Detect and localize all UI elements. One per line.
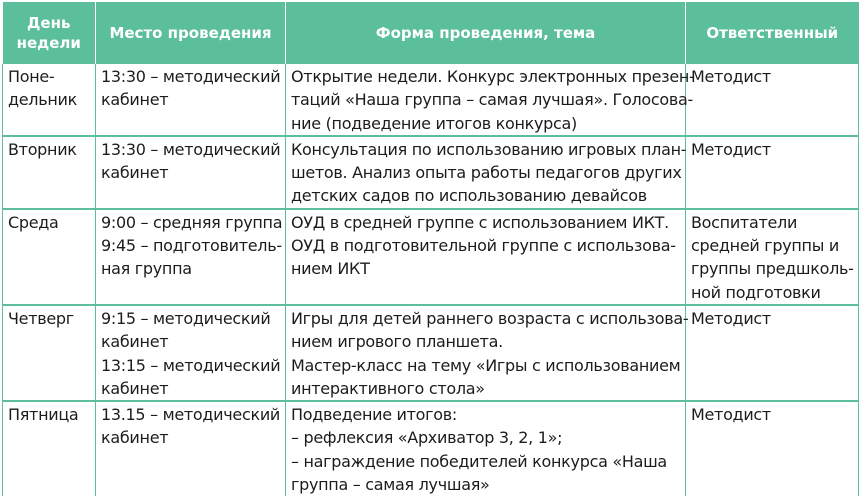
- cell-line: средней группы и: [691, 236, 839, 256]
- cell-line: кабинет: [101, 332, 169, 352]
- table-row: [3, 209, 859, 305]
- cell-line: ОУД в подготовительной группе с использова-: [291, 236, 676, 256]
- cell-line: интерактивного стола»: [291, 378, 485, 398]
- cell-line: дельник: [8, 90, 77, 110]
- cell-line: Игры для детей раннего возраста с использова-: [291, 308, 689, 328]
- cell-form: [286, 209, 686, 305]
- schedule-table: [2, 2, 859, 496]
- cell-line: 9:15 – методический: [101, 308, 271, 328]
- table-row: [3, 136, 859, 209]
- cell-line: кабинет: [101, 428, 169, 448]
- cell-line: группы предшколь-: [691, 259, 854, 279]
- cell-line: Воспитатели: [691, 212, 798, 232]
- cell-line: 13:30 – методический: [101, 139, 281, 159]
- cell-line: 13.15 – методический: [101, 405, 281, 425]
- cell-responsible: [686, 64, 859, 136]
- cell-line: 9:45 – подготовитель-: [101, 236, 282, 256]
- cell-line: Четверг: [8, 308, 74, 328]
- cell-place: [96, 305, 286, 401]
- cell-responsible: [686, 401, 859, 496]
- header-place: Место проведения: [96, 2, 286, 64]
- cell-line: ной подготовки: [691, 282, 821, 302]
- cell-line: Методист: [691, 405, 771, 425]
- cell-place: [96, 401, 286, 496]
- cell-line: шетов. Анализ опыта работы педагогов других: [291, 163, 682, 183]
- cell-day: [3, 136, 96, 209]
- cell-line: – награждение победителей конкурса «Наша: [291, 451, 667, 471]
- cell-line: 13:15 – методический: [101, 355, 281, 375]
- cell-line: ОУД в средней группе с использованием ИКТ.: [291, 212, 669, 232]
- cell-line: – рефлексия «Архиватор 3, 2, 1»;: [291, 428, 563, 448]
- cell-place: [96, 64, 286, 136]
- cell-responsible: [686, 136, 859, 209]
- cell-place: [96, 136, 286, 209]
- header-day-line: недели: [16, 34, 81, 52]
- cell-responsible: [686, 209, 859, 305]
- cell-form: [286, 305, 689, 401]
- cell-line: Методист: [691, 139, 771, 159]
- cell-line: Подведение итогов:: [291, 405, 457, 425]
- cell-line: Поне-: [8, 67, 55, 86]
- cell-day: [3, 64, 96, 136]
- table-row: [3, 305, 859, 401]
- cell-line: Консультация по использованию игровых план-: [291, 139, 687, 159]
- cell-line: Вторник: [8, 139, 77, 159]
- header-form: Форма проведения, тема: [286, 2, 686, 64]
- cell-line: Методист: [691, 67, 771, 86]
- cell-form: [286, 401, 686, 496]
- cell-line: Пятница: [8, 405, 79, 425]
- cell-line: ная группа: [101, 259, 192, 279]
- cell-line: Открытие недели. Конкурс электронных презен-: [291, 67, 695, 86]
- header-day: [3, 2, 96, 64]
- cell-responsible: [686, 305, 859, 401]
- cell-line: ние (подведение итогов конкурса): [291, 113, 577, 133]
- cell-line: Среда: [8, 212, 59, 232]
- cell-line: кабинет: [101, 378, 169, 398]
- cell-line: таций «Наша группа – самая лучшая». Голосова-: [291, 90, 694, 110]
- cell-day: [3, 305, 96, 401]
- cell-day: [3, 209, 96, 305]
- cell-form: [286, 64, 695, 136]
- cell-line: детских садов по использованию девайсов: [291, 186, 647, 206]
- table-header-row: [3, 2, 859, 64]
- cell-form: [286, 136, 686, 209]
- cell-place: [96, 209, 286, 305]
- cell-line: Мастер-класс на тему «Игры с использованием: [291, 355, 681, 375]
- header-day-line: День: [27, 14, 71, 32]
- cell-day: [3, 401, 96, 496]
- cell-line: нием игрового планшета.: [291, 332, 503, 352]
- cell-line: Методист: [691, 308, 771, 328]
- cell-line: 9:00 – средняя группа: [101, 212, 283, 232]
- header-responsible: Ответственный: [686, 2, 859, 64]
- cell-line: 13:30 – методический: [101, 67, 281, 86]
- cell-line: кабинет: [101, 90, 169, 110]
- cell-line: нием ИКТ: [291, 259, 370, 279]
- table-row: [3, 401, 859, 496]
- cell-line: кабинет: [101, 163, 169, 183]
- table-row: [3, 64, 859, 136]
- cell-line: группа – самая лучшая»: [291, 475, 490, 495]
